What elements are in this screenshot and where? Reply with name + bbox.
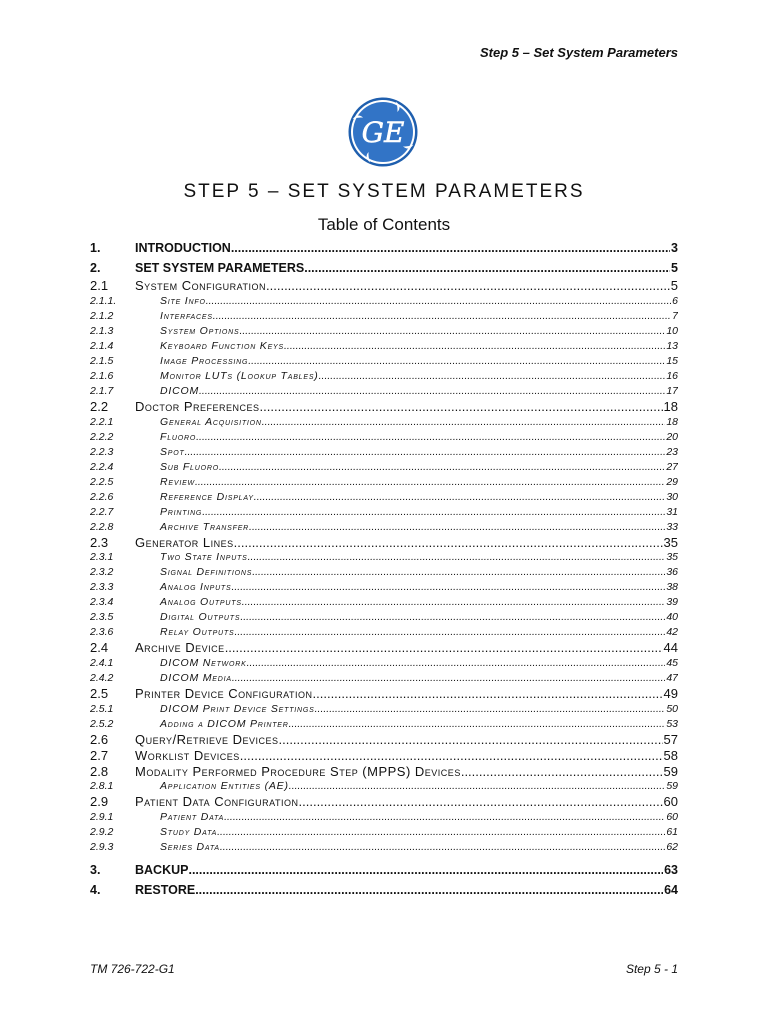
toc-entry-number: 2.3.6 (90, 626, 114, 639)
toc-entry-number: 2.2.1 (90, 415, 114, 428)
toc-entry-title: System Options (160, 324, 240, 337)
dot-leader (188, 860, 663, 880)
toc-entry-title: Printer Device Configuration (135, 686, 313, 702)
toc-entry-page: 38 (666, 581, 678, 594)
toc-entry (90, 625, 678, 640)
toc-entry-page: 60 (666, 811, 678, 824)
toc-entry-title: Archive Transfer (160, 520, 250, 533)
toc-entry-page: 58 (663, 747, 678, 763)
dot-leader (247, 656, 666, 671)
toc-entry-page: 15 (666, 354, 678, 367)
toc-entry (90, 535, 678, 551)
toc-entry (90, 520, 678, 535)
toc-entry-number: 2.1 (90, 278, 109, 293)
toc-entry-page: 45 (666, 657, 678, 670)
toc-entry-number: 3. (90, 862, 101, 877)
toc-entry-title: DICOM Print Device Settings (160, 702, 315, 715)
toc-entry (90, 238, 678, 258)
dot-leader (278, 732, 662, 748)
dot-leader (224, 810, 665, 825)
toc-entry (90, 324, 678, 339)
toc-entry-title: Relay Outputs (160, 626, 235, 639)
toc-entry-number: 2.2.7 (90, 505, 114, 518)
toc-entry (90, 840, 678, 855)
toc-entry (90, 445, 678, 460)
dot-leader (231, 580, 665, 595)
toc-entry-page: 29 (666, 475, 678, 488)
toc-entry-title: Patient Data Configuration (135, 794, 299, 810)
logo-lettering: GE (361, 116, 405, 149)
dot-leader (249, 520, 665, 535)
toc-entry-number: 2.2.6 (90, 490, 114, 503)
toc-entry-title: Fluoro (160, 430, 197, 443)
toc-entry-page: 40 (666, 611, 678, 624)
toc-entry-title: Doctor Preferences (135, 398, 260, 414)
toc-entry-page: 61 (666, 826, 678, 839)
toc-entry-page: 5 (671, 261, 678, 275)
toc-entry-page: 30 (666, 490, 678, 503)
toc-entry-number: 2.2.2 (90, 430, 114, 443)
document-id: TM 726-722-G1 (90, 962, 175, 976)
dot-leader (234, 625, 665, 640)
toc-entry-number: 2.2.3 (90, 445, 114, 458)
toc-entry-title: Study Data (160, 826, 218, 839)
toc-entry-page: 35 (666, 551, 678, 564)
toc-entry (90, 717, 678, 732)
toc-entry-title: Site Info (160, 294, 206, 307)
dot-leader (284, 339, 665, 354)
toc-entry-title: RESTORE (135, 882, 196, 897)
toc-entry-title: Two State Inputs (160, 551, 248, 564)
page-footer (90, 961, 678, 977)
dot-leader (461, 764, 663, 780)
toc-entry-title: Review (160, 475, 195, 488)
toc-entry-page: 44 (663, 640, 678, 656)
toc-entry-title: Keyboard Function Keys (160, 339, 284, 352)
dot-leader (315, 702, 666, 717)
dot-leader (202, 505, 665, 520)
dot-leader (239, 324, 665, 339)
toc-entry-number: 2.1.7 (90, 384, 114, 397)
toc-entry-number: 2.1.2 (90, 309, 114, 322)
toc-entry-page: 23 (666, 445, 678, 458)
toc-entry-number: 2.3 (90, 534, 109, 550)
dot-leader (313, 686, 663, 702)
toc-entry-number: 2.1.4 (90, 339, 114, 352)
toc-entry-number: 2.4 (90, 640, 109, 656)
toc-entry (90, 671, 678, 686)
dot-leader (196, 430, 665, 445)
dot-leader (195, 475, 665, 490)
dot-leader (262, 415, 666, 430)
toc-entry (90, 550, 678, 565)
toc-entry-title: Interfaces (160, 309, 213, 322)
toc-entry-number: 2.2.5 (90, 475, 114, 488)
toc-entry-title: BACKUP (135, 862, 189, 877)
toc-list (90, 238, 678, 900)
dot-leader (206, 294, 671, 309)
dot-leader (185, 445, 666, 460)
toc-entry-title: Patient Data (160, 811, 225, 824)
dot-leader (217, 825, 665, 840)
toc-entry-page: 36 (666, 566, 678, 579)
toc-entry (90, 794, 678, 810)
toc-entry (90, 384, 678, 399)
toc-entry-page: 59 (666, 780, 678, 793)
toc-entry-number: 2.2.4 (90, 460, 114, 473)
toc-entry-page: 50 (666, 702, 678, 715)
toc-entry-number: 2.4.1 (90, 657, 114, 670)
toc-entry-number: 2.8.1 (90, 780, 114, 793)
toc-entry-page: 20 (666, 430, 678, 443)
dot-leader (219, 460, 665, 475)
toc-entry-page: 5 (670, 278, 678, 293)
toc-entry-title: Generator Lines (135, 534, 234, 550)
toc-entry-title: Printing (160, 505, 203, 518)
toc-entry (90, 490, 678, 505)
toc-entry-title: DICOM Network (160, 657, 247, 670)
dot-leader (231, 238, 670, 258)
toc-entry-page: 42 (666, 626, 678, 639)
toc-entry (90, 415, 678, 430)
toc-entry (90, 880, 678, 900)
toc-entry-number: 2.3.1 (90, 551, 114, 564)
toc-entry-number: 2.3.4 (90, 596, 114, 609)
toc-entry-title: General Acquisition (160, 415, 262, 428)
toc-entry (90, 460, 678, 475)
toc-entry-page: 3 (671, 241, 678, 255)
toc-entry-number: 2.9.3 (90, 841, 114, 854)
toc-entry-page: 18 (666, 415, 678, 428)
dot-leader (220, 840, 665, 855)
toc-entry-number: 4. (90, 882, 101, 897)
toc-entry (90, 294, 678, 309)
toc-entry (90, 748, 678, 764)
toc-entry (90, 399, 678, 415)
toc-entry-number: 2.1.6 (90, 369, 114, 382)
toc-entry (90, 779, 678, 794)
toc-entry-page: 39 (666, 596, 678, 609)
toc-entry (90, 580, 678, 595)
toc-entry-title: Modality Performed Procedure Step (MPPS) Devices (135, 763, 461, 779)
toc-entry-title: System Configuration (135, 278, 267, 293)
dot-leader (199, 384, 665, 399)
toc-entry (90, 656, 678, 671)
toc-entry-title: SET SYSTEM PARAMETERS (135, 261, 305, 275)
toc-entry-number: 2.1.5 (90, 354, 114, 367)
toc-entry-number: 2.9.1 (90, 811, 114, 824)
toc-entry-title: Worklist Devices (135, 747, 240, 763)
dot-leader (225, 640, 663, 656)
toc-entry-number: 2.1.3 (90, 324, 114, 337)
toc-entry-number: 2.6 (90, 731, 109, 747)
toc-entry-number: 2.8 (90, 763, 109, 779)
toc-entry-number: 1. (90, 241, 101, 255)
toc-entry-number: 2.9 (90, 794, 109, 810)
toc-entry-title: INTRODUCTION (135, 241, 231, 255)
toc-entry-title: Query/Retrieve Devices (135, 731, 279, 747)
toc-entry-page: 35 (663, 534, 678, 550)
toc-entry (90, 339, 678, 354)
ge-logo (348, 97, 418, 167)
toc-entry-page: 60 (663, 794, 678, 810)
ge-monogram-icon (348, 97, 418, 167)
toc-entry-number: 2.7 (90, 747, 109, 763)
toc-entry-page: 16 (666, 369, 678, 382)
toc-entry (90, 475, 678, 490)
toc-entry (90, 764, 678, 780)
dot-leader (242, 595, 666, 610)
toc-entry (90, 258, 678, 278)
toc-entry (90, 505, 678, 520)
toc-entry-title: Monitor LUTs (Lookup Tables) (160, 369, 319, 382)
toc-entry-page: 33 (666, 520, 678, 533)
toc-heading: Table of Contents (317, 215, 451, 234)
toc-entry (90, 278, 678, 294)
dot-leader (289, 717, 666, 732)
toc-entry-page: 62 (666, 841, 678, 854)
toc-entry (90, 732, 678, 748)
toc-entry-page: 53 (666, 717, 678, 730)
toc-entry-title: Image Processing (160, 354, 249, 367)
toc-entry-page: 31 (666, 505, 678, 518)
dot-leader (213, 309, 671, 324)
page-number: Step 5 - 1 (625, 962, 678, 976)
toc-entry-title: Archive Device (135, 640, 225, 656)
dot-leader (254, 490, 666, 505)
toc-entry (90, 825, 678, 840)
toc-entry-title: Digital Outputs (160, 611, 241, 624)
toc-entry (90, 309, 678, 324)
toc-entry (90, 702, 678, 717)
toc-entry-title: Signal Definitions (160, 566, 253, 579)
toc-entry (90, 369, 678, 384)
toc-entry-title: Reference Display (160, 490, 254, 503)
dot-leader (304, 258, 670, 278)
dot-leader (266, 278, 670, 294)
toc-entry-title: Application Entities (AE) (160, 780, 289, 793)
toc-entry (90, 686, 678, 702)
toc-entry-title: Sub Fluoro (160, 460, 219, 473)
toc-entry-title: DICOM (160, 384, 199, 397)
toc-entry-title: Analog Outputs (160, 596, 242, 609)
toc-entry-number: 2.3.5 (90, 611, 114, 624)
toc-entry-page: 27 (666, 460, 678, 473)
toc-entry-number: 2.2 (90, 398, 109, 414)
running-header: Step 5 – Set System Parameters (480, 45, 678, 60)
toc-entry (90, 595, 678, 610)
toc-entry-page: 49 (663, 686, 678, 702)
toc-entry (90, 810, 678, 825)
toc-entry-page: 18 (663, 398, 678, 414)
toc-entry-number: 2.5.2 (90, 717, 114, 730)
dot-leader (248, 354, 665, 369)
toc-entry-page: 13 (666, 339, 678, 352)
toc-entry-page: 59 (663, 763, 678, 779)
toc-entry-title: Spot (160, 445, 185, 458)
toc-entry-page: 6 (672, 294, 678, 307)
toc-entry-page: 63 (664, 862, 678, 877)
toc-entry (90, 610, 678, 625)
dot-leader (232, 671, 666, 686)
toc-entry-number: 2.9.2 (90, 826, 114, 839)
toc-entry-page: 57 (663, 731, 678, 747)
toc-entry-number: 2.4.2 (90, 672, 114, 685)
dot-leader (319, 369, 666, 384)
toc-entry-number: 2.3.2 (90, 566, 114, 579)
toc-entry-number: 2.1.1. (90, 294, 117, 307)
toc-entry-page: 17 (666, 384, 678, 397)
toc-entry-title: Series Data (160, 841, 220, 854)
dot-leader (240, 748, 663, 764)
toc-entry-page: 10 (666, 324, 678, 337)
toc-entry-number: 2.5.1 (90, 702, 114, 715)
toc-entry-title: Analog Inputs (160, 581, 232, 594)
toc-entry (90, 354, 678, 369)
page-title: STEP 5 – SET SYSTEM PARAMETERS (183, 181, 585, 202)
toc-entry (90, 860, 678, 880)
dot-leader (289, 779, 666, 794)
dot-leader (299, 794, 663, 810)
dot-leader (240, 610, 665, 625)
toc-entry-number: 2.5 (90, 686, 109, 702)
toc-entry-number: 2.3.3 (90, 581, 114, 594)
toc-entry (90, 640, 678, 656)
toc-entry-number: 2. (90, 261, 101, 275)
dot-leader (234, 535, 663, 551)
dot-leader (195, 880, 663, 900)
dot-leader (260, 399, 663, 415)
toc-entry-page: 7 (672, 309, 678, 322)
toc-entry-page: 47 (666, 672, 678, 685)
toc-entry-title: DICOM Media (160, 672, 232, 685)
toc-entry (90, 430, 678, 445)
toc-entry-number: 2.2.8 (90, 520, 114, 533)
toc-entry (90, 565, 678, 580)
dot-leader (252, 565, 665, 580)
toc-entry-title: Adding a DICOM Printer (160, 717, 289, 730)
toc-entry-page: 64 (664, 882, 678, 897)
dot-leader (248, 550, 666, 565)
